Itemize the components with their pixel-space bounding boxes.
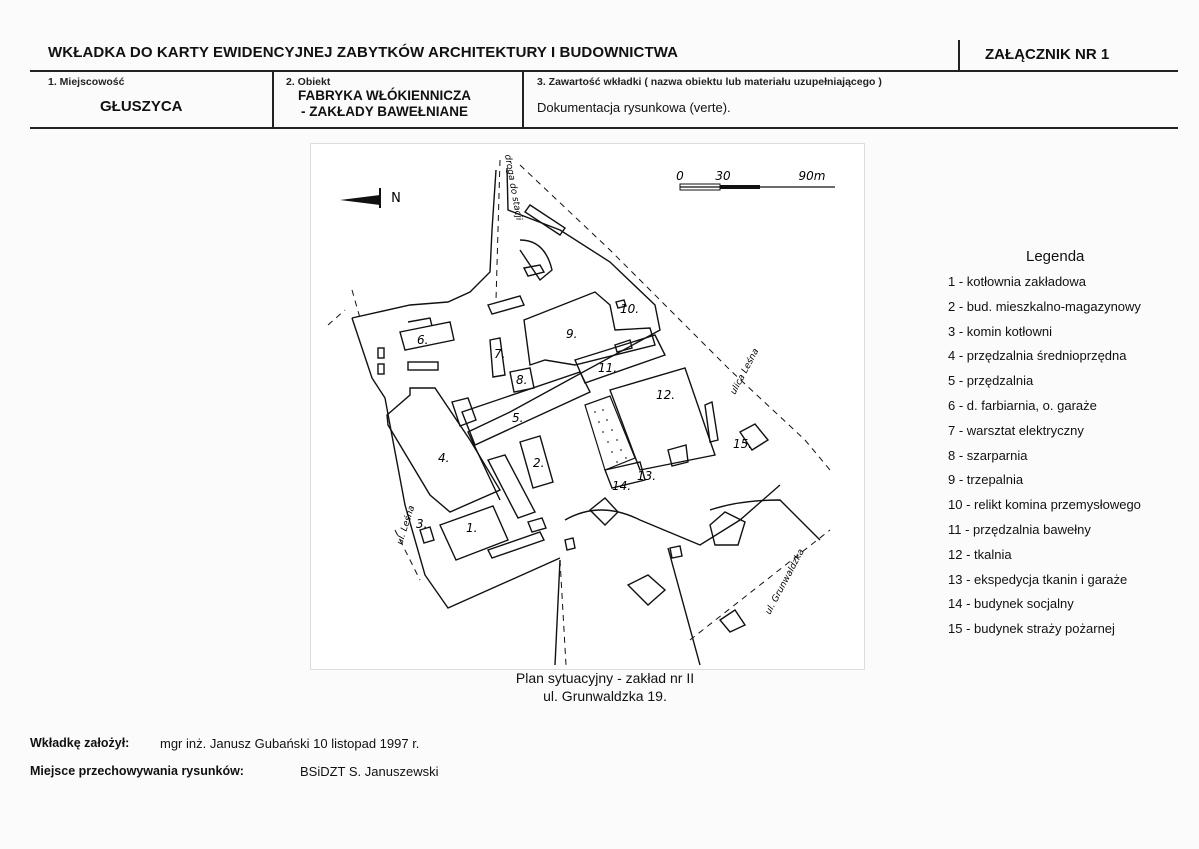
legend-item: 10 - relikt komina przemysłowego bbox=[948, 497, 1141, 513]
content-label: 3. Zawartość wkładki ( nazwa obiektu lub materiału uzupełniającego ) bbox=[537, 76, 882, 88]
created-by-label: Wkładkę założył: bbox=[30, 736, 130, 750]
field-divider-2 bbox=[522, 72, 524, 128]
building-number-2: 2. bbox=[533, 456, 545, 470]
legend-title: Legenda bbox=[1026, 248, 1085, 265]
legend-item: 13 - ekspedycja tkanin i garaże bbox=[948, 571, 1128, 587]
building-number-7: 7. bbox=[494, 347, 506, 361]
site-plan bbox=[310, 143, 865, 670]
annex-number: ZAŁĄCZNIK NR 1 bbox=[985, 46, 1110, 63]
place-label: 1. Miejscowość bbox=[48, 76, 125, 88]
building-number-10: 10. bbox=[620, 302, 640, 316]
object-line-1: FABRYKA WŁÓKIENNICZA bbox=[298, 88, 471, 103]
created-by-value: mgr inż. Janusz Gubański 10 listopad 1997 r. bbox=[160, 736, 420, 751]
storage-label: Miejsce przechowywania rysunków: bbox=[30, 764, 244, 778]
object-value bbox=[298, 88, 471, 120]
building-number-6: 6. bbox=[417, 333, 429, 347]
street-label-bottom: ul. Grunwaldzka bbox=[763, 547, 807, 617]
building-number-5: 5. bbox=[512, 411, 524, 425]
scale-label-30: 30 bbox=[715, 169, 731, 183]
legend-item: 6 - d. farbiarnia, o. garaże bbox=[948, 397, 1097, 413]
building-number-13: 13. bbox=[637, 469, 657, 483]
building-number-3: 3. bbox=[416, 517, 428, 531]
street-label-left: ul. Leśna bbox=[395, 504, 418, 546]
legend-list bbox=[948, 272, 1141, 644]
legend-item: 11 - przędzalnia bawełny bbox=[948, 521, 1091, 537]
building-number-1: 1. bbox=[466, 521, 478, 535]
building-number-4: 4. bbox=[438, 451, 450, 465]
legend-item: 9 - trzepalnia bbox=[948, 472, 1024, 488]
plan-caption-title: Plan sytuacyjny - zakład nr II bbox=[515, 670, 695, 686]
building-number-8: 8. bbox=[516, 373, 528, 387]
north-label: N bbox=[391, 191, 401, 206]
legend-item: 15 - budynek straży pożarnej bbox=[948, 621, 1115, 637]
building-number-11: 11. bbox=[598, 361, 618, 375]
street-label-right: ulica Leśna bbox=[728, 347, 762, 397]
plan-caption-address: ul. Grunwaldzka 19. bbox=[543, 688, 667, 704]
building-number-14: 14. bbox=[612, 479, 632, 493]
building-number-12: 12. bbox=[656, 388, 676, 402]
building-number-9: 9. bbox=[566, 327, 578, 341]
legend-item: 3 - komin kotłowni bbox=[948, 323, 1053, 339]
legend-item: 8 - szarparnia bbox=[948, 447, 1028, 463]
header-divider bbox=[958, 40, 960, 70]
fields-rule bbox=[30, 127, 1178, 129]
document-title: WKŁADKA DO KARTY EWIDENCYJNEJ ZABYTKÓW ARCHITEKTURY I BUDOWNICTWA bbox=[48, 44, 679, 61]
scale-label-90: 90m bbox=[798, 169, 826, 183]
legend-item: 1 - kotłownia zakładowa bbox=[948, 274, 1087, 289]
content-value: Dokumentacja rysunkowa (verte). bbox=[537, 100, 731, 115]
legend-item: 4 - przędzalnia średnioprzędna bbox=[948, 348, 1127, 364]
legend-item: 14 - budynek socjalny bbox=[948, 596, 1074, 612]
storage-value: BSiDZT S. Januszewski bbox=[300, 764, 439, 779]
object-label: 2. Obiekt bbox=[286, 76, 331, 88]
street-label-top: droga do stacji bbox=[502, 153, 524, 222]
header-rule bbox=[30, 70, 1178, 72]
legend-item: 7 - warsztat elektryczny bbox=[948, 422, 1084, 438]
place-value: GŁUSZYCA bbox=[100, 98, 183, 115]
legend-item: 5 - przędzalnia bbox=[948, 373, 1034, 389]
legend-item: 2 - bud. mieszkalno-magazynowy bbox=[948, 298, 1141, 314]
building-number-15: 15. bbox=[733, 437, 753, 451]
legend-item: 12 - tkalnia bbox=[948, 546, 1012, 562]
scale-label-0: 0 bbox=[676, 169, 684, 183]
field-divider-1 bbox=[272, 72, 274, 128]
object-line-2: - ZAKŁADY BAWEŁNIANE bbox=[301, 104, 468, 119]
